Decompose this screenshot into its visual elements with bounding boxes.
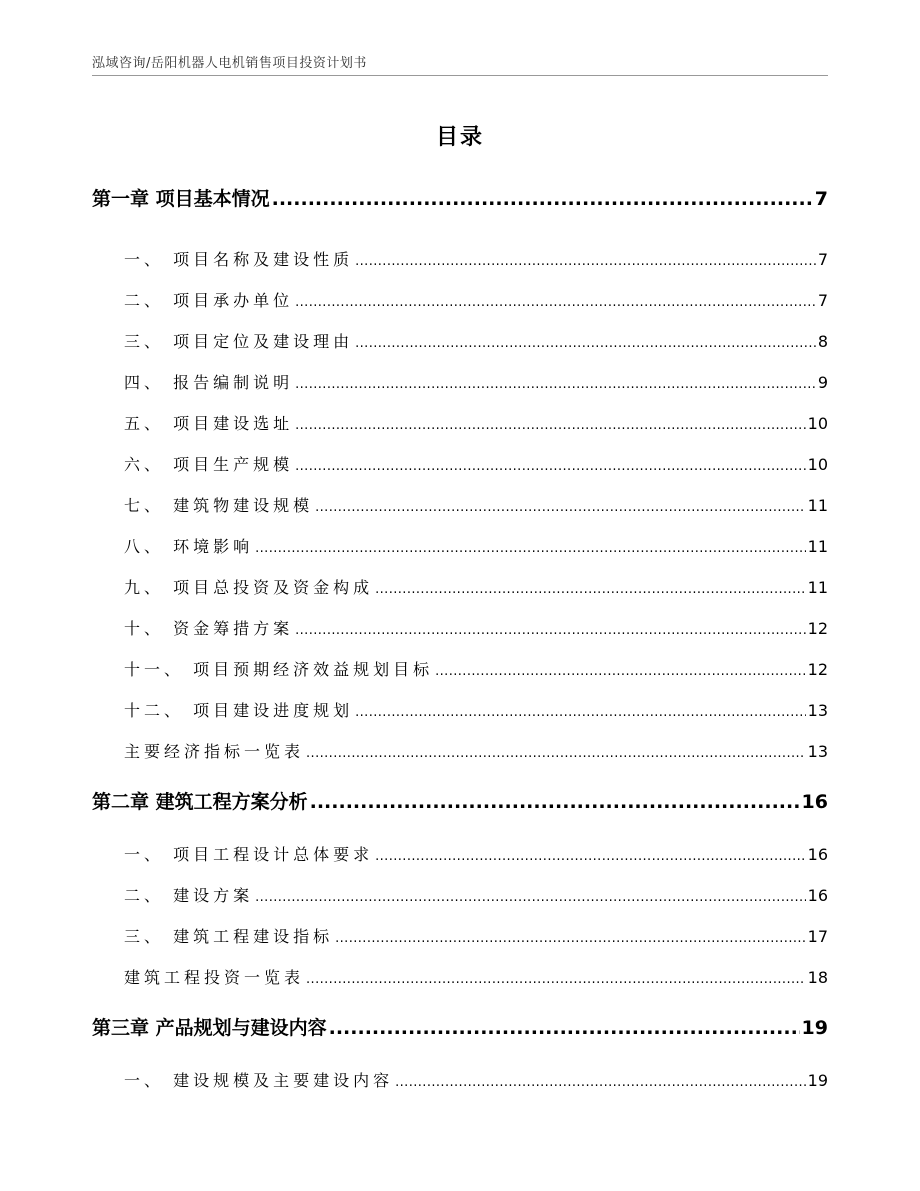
toc-entry-label: 十、 资金筹措方案 (124, 619, 294, 638)
toc-dot-leader (295, 459, 806, 474)
toc-entry-label: 第三章 产品规划与建设内容 (92, 1017, 327, 1039)
running-header: 泓域咨询/岳阳机器人电机销售项目投资计划书 (92, 56, 367, 71)
toc-entry-label: 一、 建设规模及主要建设内容 (124, 1071, 394, 1090)
toc-dot-leader (272, 188, 813, 210)
toc-entry-label: 十二、 项目建设进度规划 (124, 701, 354, 720)
toc-entry[interactable] (92, 411, 828, 434)
toc-dot-leader (375, 849, 806, 864)
toc-dot-leader (306, 972, 806, 987)
toc-entry-page: 18 (807, 968, 828, 987)
toc-entry[interactable] (92, 739, 828, 762)
toc-dot-leader (295, 377, 816, 392)
toc-entry-page: 10 (807, 455, 828, 474)
toc-dot-leader (255, 541, 806, 556)
toc-entry-label: 主要经济指标一览表 (124, 742, 305, 761)
toc-entry-label: 十一、 项目预期经济效益规划目标 (124, 660, 434, 679)
toc-entry-page: 11 (807, 578, 828, 597)
toc-entry-label: 一、 项目名称及建设性质 (124, 250, 354, 269)
toc-dot-leader (355, 254, 816, 269)
toc-entry[interactable] (92, 329, 828, 352)
toc-dot-leader (295, 623, 806, 638)
toc-dot-leader (355, 705, 806, 720)
toc-entry-page: 19 (801, 1017, 828, 1039)
toc-entry-page: 12 (807, 619, 828, 638)
toc-entry-label: 九、 项目总投资及资金构成 (124, 578, 374, 597)
toc-entry-page: 19 (807, 1071, 828, 1090)
toc-entry[interactable] (92, 534, 828, 557)
toc-entry[interactable] (92, 247, 828, 270)
toc-entry-page: 11 (807, 496, 828, 515)
toc-entry-label: 八、 环境影响 (124, 537, 254, 556)
toc-dot-leader (435, 664, 806, 679)
toc-entry-label: 二、 项目承办单位 (124, 291, 294, 310)
toc-entry-label: 六、 项目生产规模 (124, 455, 294, 474)
toc-entry-page: 13 (807, 742, 828, 761)
toc-entry-page: 17 (807, 927, 828, 946)
toc-entry-label: 一、 项目工程设计总体要求 (124, 845, 374, 864)
toc-entry[interactable] (92, 924, 828, 947)
toc-entry[interactable] (92, 657, 828, 680)
toc-entry-label: 七、 建筑物建设规模 (124, 496, 314, 515)
toc-entry[interactable] (92, 698, 828, 721)
toc-entry-label: 三、 建筑工程建设指标 (124, 927, 334, 946)
toc-entry[interactable] (92, 616, 828, 639)
toc-dot-leader (395, 1075, 806, 1090)
toc-entry-label: 二、 建设方案 (124, 886, 254, 905)
toc-entry-label: 三、 项目定位及建设理由 (124, 332, 354, 351)
toc-entry[interactable] (92, 1068, 828, 1091)
toc-entry-label: 第一章 项目基本情况 (92, 188, 270, 210)
toc-dot-leader (355, 336, 816, 351)
toc-entry-page: 12 (807, 660, 828, 679)
toc-entry[interactable] (92, 787, 828, 814)
toc-dot-leader (295, 295, 816, 310)
toc-entry-label: 第二章 建筑工程方案分析 (92, 791, 308, 813)
toc-entry-label: 四、 报告编制说明 (124, 373, 294, 392)
toc-entry-page: 7 (817, 291, 828, 310)
toc-dot-leader (335, 931, 806, 946)
toc-entry-page: 11 (807, 537, 828, 556)
toc-dot-leader (329, 1017, 800, 1039)
toc-entry-page: 16 (807, 845, 828, 864)
toc-dot-leader (306, 746, 806, 761)
toc-entry[interactable] (92, 288, 828, 311)
toc-dot-leader (310, 791, 800, 813)
toc-entry[interactable] (92, 575, 828, 598)
toc-entry[interactable] (92, 493, 828, 516)
toc-dot-leader (255, 890, 806, 905)
toc-dot-leader (375, 582, 806, 597)
toc-entry[interactable] (92, 883, 828, 906)
toc-dot-leader (315, 500, 806, 515)
toc-entry[interactable] (92, 370, 828, 393)
toc-dot-leader (295, 418, 806, 433)
toc-entry-page: 13 (807, 701, 828, 720)
toc-entry-label: 建筑工程投资一览表 (124, 968, 305, 987)
toc-entry-label: 五、 项目建设选址 (124, 414, 294, 433)
toc-entry-page: 8 (817, 332, 828, 351)
page-title: 目录 (435, 125, 484, 150)
toc-entry-page: 10 (807, 414, 828, 433)
toc-entry[interactable] (92, 452, 828, 475)
toc-entry[interactable] (92, 965, 828, 988)
toc-entry-page: 16 (801, 791, 828, 813)
toc-entry-page: 7 (814, 188, 828, 210)
toc-entry-page: 16 (807, 886, 828, 905)
toc-entry[interactable] (92, 1013, 828, 1040)
toc-entry[interactable] (92, 842, 828, 865)
toc-entry-page: 7 (817, 250, 828, 269)
toc-entry[interactable] (92, 184, 828, 211)
toc-entry-page: 9 (817, 373, 828, 392)
header-divider (92, 75, 828, 76)
